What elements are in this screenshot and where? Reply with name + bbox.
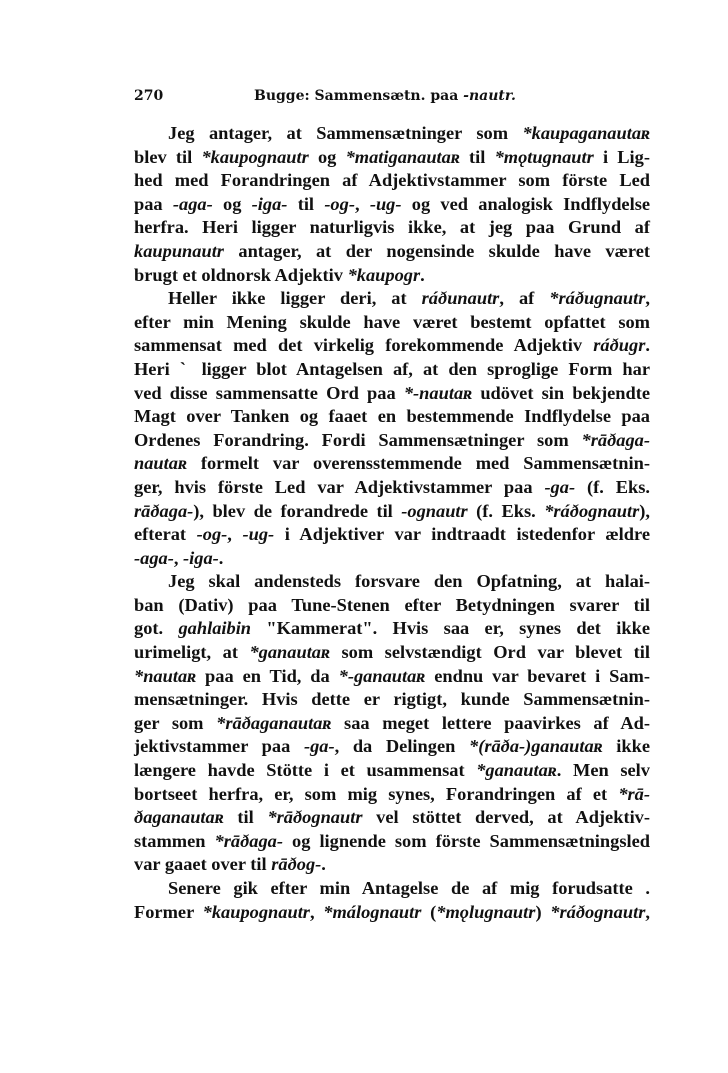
text-run: sammensat med det virkelig forekommende Adjektiv <box>134 335 594 356</box>
italic-term: *-nautaʀ <box>403 382 473 403</box>
italic-term: -og- <box>324 193 355 214</box>
text-run: ger, hvis förste Led var Adjektivstammer paa <box>134 476 545 497</box>
text-run: Jeg skal andensteds forsvare den Opfatning, at halai- <box>168 571 650 592</box>
text-run: og ved analogisk Indflydelse <box>401 193 651 214</box>
text-run: ) <box>535 901 551 922</box>
italic-term: *rāðaganautaʀ <box>216 712 332 733</box>
italic-term: *ráðugnautr <box>549 288 646 309</box>
italic-term: -ga- <box>303 736 335 757</box>
text-run: udövet sin bekjendte <box>472 382 650 403</box>
italic-term: -aga- <box>134 547 174 568</box>
italic-term: *kaupaganautaʀ <box>522 123 650 143</box>
italic-term: *(rāða-)ganautaʀ <box>469 736 603 757</box>
text-run: , <box>645 288 650 309</box>
text-run: antager, at der nogensinde skulde have været <box>223 240 650 261</box>
text-line <box>134 665 650 689</box>
text-line <box>134 216 650 240</box>
text-run: og lignende som förste Sammensætningsled <box>283 830 650 851</box>
running-header <box>134 88 654 112</box>
text-run: bortseet herfra, er, som mig synes, Forandringen af et <box>134 783 619 804</box>
text-run: Ordenes Forandring. Fordi Sammensætninger som <box>134 429 582 450</box>
italic-term: nautaʀ <box>134 453 187 474</box>
text-line <box>134 783 650 807</box>
text-run: , <box>173 547 184 568</box>
text-run: Magt over Tanken og faaet en bestemmende Indflydelse paa <box>134 406 650 427</box>
text-line <box>134 334 650 358</box>
italic-term: -ognautr <box>401 500 468 521</box>
text-run: got. <box>134 618 179 639</box>
italic-term: kaupunautr <box>134 240 224 261</box>
text-run: til <box>223 807 268 828</box>
text-line <box>134 877 650 901</box>
text-run: i Lig- <box>593 146 650 167</box>
text-run: (f. Eks. <box>467 500 545 521</box>
text-run: "Kammerat". Hvis saa er, synes det ikke <box>251 618 650 639</box>
text-run: . <box>420 264 425 285</box>
running-title-text: Bugge: Sammensætn. paa <box>254 88 464 104</box>
text-line <box>134 617 650 641</box>
text-run: herfra. Heri ligger naturligvis ikke, at jeg paa Grund af <box>134 217 650 238</box>
text-line <box>134 287 650 311</box>
text-run: var gaaet over til <box>134 854 272 875</box>
text-line <box>134 311 650 335</box>
text-run: ikke <box>602 736 651 757</box>
text-run: Senere gik efter min Antagelse de af mig forudsatte . <box>168 878 650 898</box>
text-line <box>134 688 650 712</box>
italic-term: rāðaga- <box>134 500 194 521</box>
text-run: (f. Eks. <box>575 476 650 497</box>
text-line <box>134 853 650 877</box>
text-run: brugt et oldnorsk Adjektiv <box>134 264 348 285</box>
text-run: , af <box>499 288 550 309</box>
text-line <box>134 830 650 854</box>
text-line <box>134 193 650 217</box>
italic-term: *ganautaʀ <box>476 760 557 781</box>
text-run: efter min Mening skulde have været bestemt opfattet som <box>134 311 650 332</box>
text-run: formelt var overensstemmende med Sammensætnin- <box>186 453 650 474</box>
italic-term: *kaupognautr <box>202 901 310 922</box>
text-line <box>134 547 650 571</box>
text-run: efterat <box>134 524 197 545</box>
text-line <box>134 169 650 193</box>
italic-term: -aga- <box>172 193 213 214</box>
text-line <box>134 901 650 925</box>
text-run: , <box>227 524 243 545</box>
italic-term: -iga- <box>183 547 219 568</box>
text-run: . Men selv <box>556 760 650 781</box>
text-line <box>134 523 650 547</box>
text-line <box>134 264 650 288</box>
italic-term: -iga- <box>251 193 288 214</box>
text-run: paa en Tid, da <box>196 665 339 686</box>
text-run: til <box>287 193 325 214</box>
italic-term: ráðugr <box>593 335 646 356</box>
text-run: . <box>218 547 224 568</box>
text-run: , da Delingen <box>334 736 469 757</box>
text-run: mensætninger. Hvis dette er rigtigt, kunde Sammensætnin- <box>134 689 650 710</box>
italic-term: ðaganautaʀ <box>134 807 224 828</box>
text-line <box>134 712 650 736</box>
text-run: , <box>354 193 370 214</box>
italic-term: -ga- <box>544 476 576 497</box>
running-title-italic: -nautr. <box>463 88 516 104</box>
italic-term: *ráðognautr <box>544 500 640 521</box>
italic-term: *rāðaga- <box>581 429 650 450</box>
body-text <box>134 122 650 924</box>
text-run: og <box>212 193 252 214</box>
italic-term: -ug- <box>242 524 275 545</box>
text-run: ), <box>639 500 650 521</box>
text-line <box>134 500 650 524</box>
text-run: til <box>459 146 495 167</box>
text-line <box>134 594 650 618</box>
text-run: Jeg antager, at Sammensætninger som <box>168 123 523 143</box>
text-line <box>134 429 650 453</box>
text-run: længere havde Stötte i et usammensat <box>134 760 477 781</box>
text-run: som selvstændigt Ord var blevet til <box>329 642 650 663</box>
text-run: stammen <box>134 830 215 851</box>
italic-term: *nautaʀ <box>134 665 197 686</box>
italic-term: *mǫtugnautr <box>494 146 594 167</box>
text-line <box>134 382 650 406</box>
italic-term: *ráðognautr <box>550 901 646 922</box>
text-run: endnu var bevaret i Sam- <box>425 665 650 686</box>
text-line <box>134 476 650 500</box>
text-run: ved disse sammensatte Ord paa <box>134 382 404 403</box>
italic-term: *kaupogr <box>347 264 421 285</box>
text-run: urimeligt, at <box>134 642 250 663</box>
text-run: hed med Forandringen af Adjektivstammer som förste Led <box>134 170 650 191</box>
text-run: , <box>645 901 650 922</box>
text-line <box>134 806 650 830</box>
text-line <box>134 358 650 382</box>
italic-term: gahlaibin <box>178 618 252 639</box>
text-line <box>134 570 650 594</box>
text-run: . <box>321 854 326 875</box>
italic-term: *-ganautaʀ <box>338 665 426 686</box>
italic-term: *matiganautaʀ <box>345 146 460 167</box>
text-line <box>134 405 650 429</box>
italic-term: *málognautr <box>323 901 422 922</box>
italic-term: *ganautaʀ <box>249 642 330 663</box>
text-run: Heri ˋ ligger blot Antagelsen af, at den sproglige Form har <box>134 358 650 379</box>
text-run: ( <box>421 901 437 922</box>
italic-term: rāðog- <box>271 854 322 875</box>
text-line <box>134 641 650 665</box>
text-line <box>134 735 650 759</box>
text-run: , <box>309 901 324 922</box>
text-run: ger som <box>134 712 217 733</box>
text-run: ), blev de forandrede til <box>193 500 402 521</box>
text-line <box>134 452 650 476</box>
text-run: vel stöttet derved, at Adjektiv- <box>362 807 650 828</box>
text-line <box>134 240 650 264</box>
text-line <box>134 146 650 170</box>
italic-term: *rāðognautr <box>267 807 363 828</box>
text-line <box>134 759 650 783</box>
text-run: ban (Dativ) paa Tune-Stenen efter Betydningen svarer til <box>134 594 650 615</box>
italic-term: ráðunautr <box>421 288 500 309</box>
italic-term: -ug- <box>369 193 402 214</box>
text-run: . <box>645 335 650 356</box>
text-run: Former <box>134 901 203 922</box>
text-run: i Adjektiver var indtraadt istedenfor ældre <box>274 524 650 545</box>
italic-term: -og- <box>196 524 228 545</box>
italic-term: *kaupognautr <box>201 146 309 167</box>
text-run: saa meget lettere paavirkes af Ad- <box>331 712 650 733</box>
text-run: jektivstammer paa <box>134 736 304 757</box>
text-line <box>134 122 650 146</box>
page-number: 270 <box>134 88 164 104</box>
running-title <box>254 88 516 104</box>
text-run: og <box>308 146 346 167</box>
italic-term: *rā- <box>618 783 650 804</box>
italic-term: *mǫlugnautr <box>436 901 536 922</box>
text-run: Heller ikke ligger deri, at <box>168 288 422 309</box>
text-run: paa <box>134 193 173 214</box>
italic-term: *rāðaga- <box>214 830 283 851</box>
text-run: blev til <box>134 146 202 167</box>
